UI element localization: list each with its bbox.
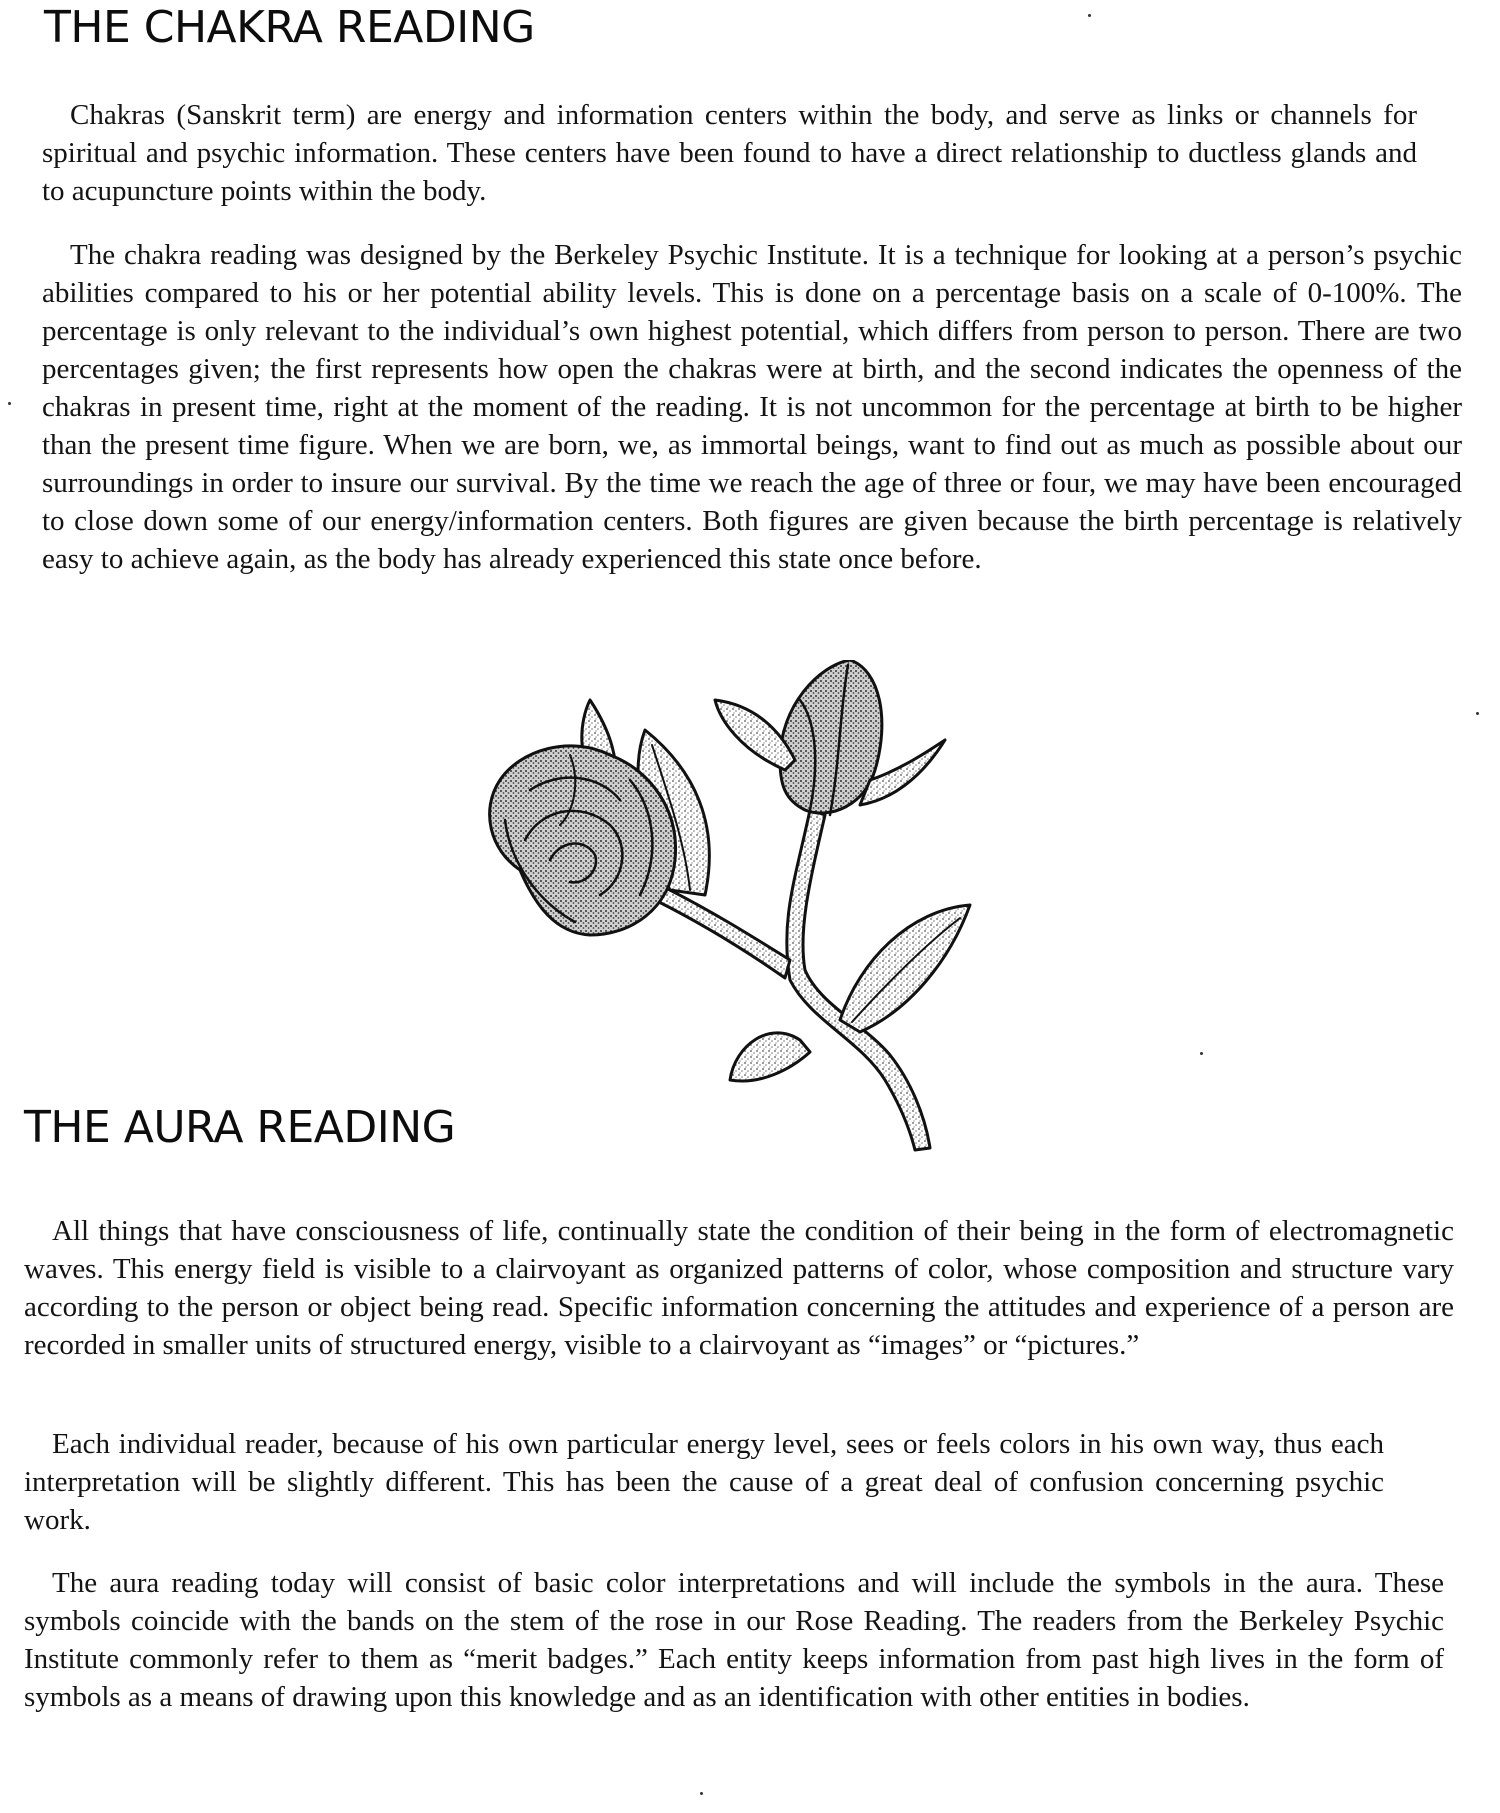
aura-paragraph-3: The aura reading today will consist of basic color interpretations and will include the symbols in the aura. These symbols coincide with the bands on the stem of the rose in our Rose Reading. The readers from the Berkeley Psychic Institute commonly refer to them as “merit badges.” Each entity keeps information from past high lives in the form of symbols as a means of drawing upon this knowledge and as an identification with other entities in bodies. xyxy=(24,1567,1444,1713)
chakra-paragraph-1: Chakras (Sanskrit term) are energy and information centers within the body, and serve as links or channels for spiritual and psychic information. These centers have been found to have a direct relationship to ductless glands and to acupuncture points within the body. xyxy=(42,99,1417,207)
scan-speck xyxy=(1088,14,1091,17)
chakra-paragraph-2: The chakra reading was designed by the Berkeley Psychic Institute. It is a technique for looking at a person’s psychic abilities compared to his or her potential ability levels. This is done on a percentage basis on a scale of 0-100%. The percentage is only relevant to the individual’s own highest potential, which differs from person to person. There are two percentages given; the first represents how open the chakras were at birth, and the second indicates the openness of the chakras in present time, right at the moment of the reading. It is not uncommon for the percentage at birth to be higher than the present time figure. When we are born, we, as immortal beings, want to find out as much as possible about our surroundings in order to insure our survival. By the time we reach the age of three or four, we may have been encouraged to close down some of our energy/information centers. Both figures are given because the birth percentage is relatively easy to achieve again, as the body has already experienced this state once before. xyxy=(42,239,1462,575)
scan-speck xyxy=(1200,1052,1203,1055)
aura-paragraph-1: All things that have consciousness of life, continually state the condition of their being in the form of electromagnetic waves. This energy field is visible to a clairvoyant as organized patterns of color, whose composition and structure vary according to the person or object being read. Specific information concerning the attitudes and experience of a person are recorded in smaller units of structured energy, visible to a clairvoyant as “images” or “pictures.” xyxy=(24,1215,1454,1361)
scan-speck xyxy=(8,402,11,405)
scan-speck xyxy=(1476,712,1479,715)
scan-speck xyxy=(700,1792,703,1795)
chakra-section-title: THE CHAKRA READING xyxy=(44,2,535,53)
rose-illustration-icon xyxy=(480,660,1020,1160)
aura-section-title: THE AURA READING xyxy=(24,1102,456,1153)
aura-paragraph-2: Each individual reader, because of his own particular energy level, sees or feels colors in his own way, thus each interpretation will be slightly different. This has been the cause of a great deal of confusion concerning psychic work. xyxy=(24,1428,1384,1536)
